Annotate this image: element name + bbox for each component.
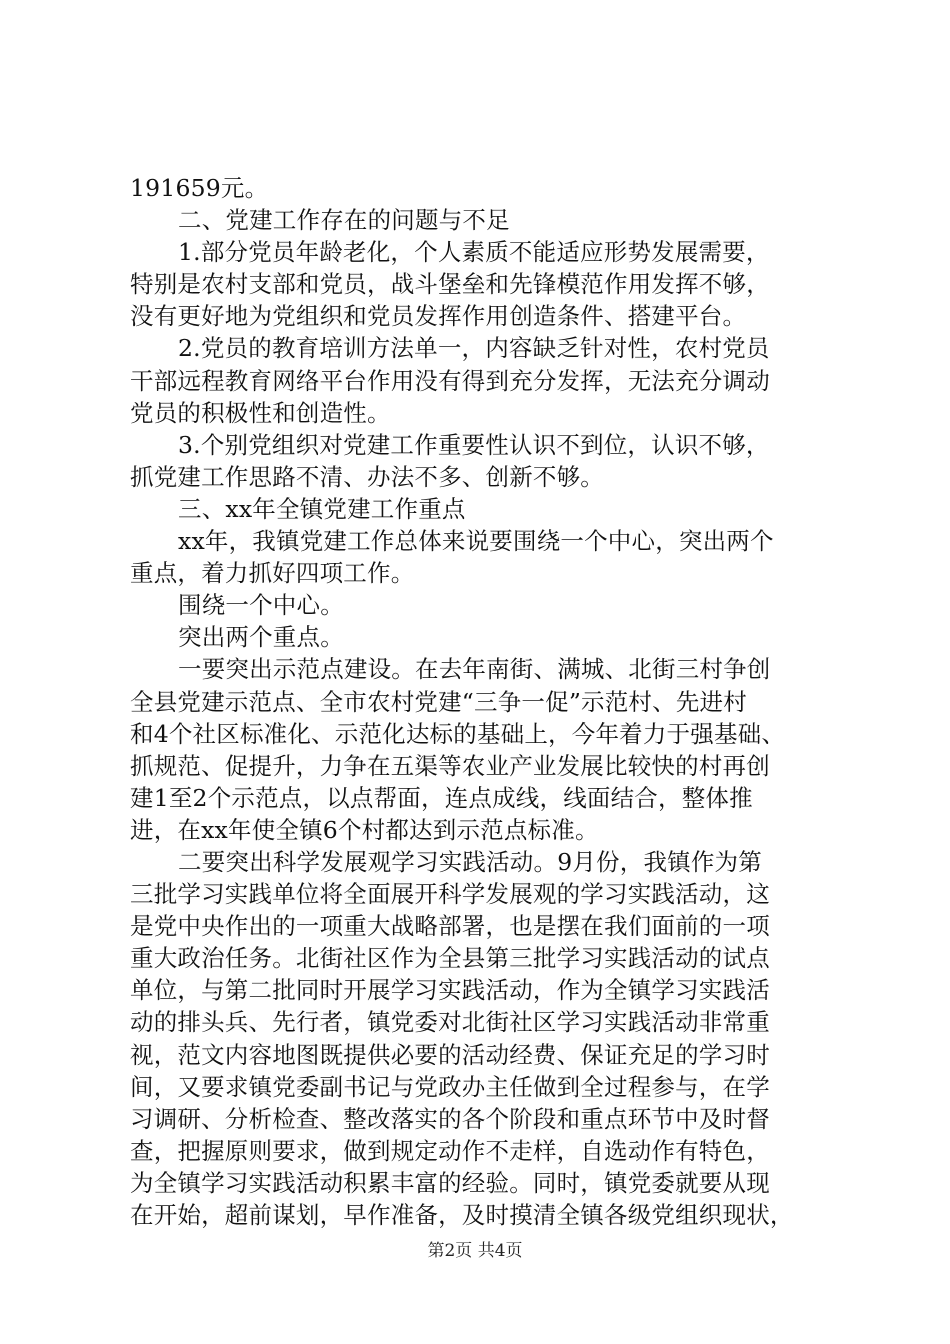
text-line: 动的排头兵、先行者，镇党委对北街社区学习实践活动非常重 xyxy=(130,1008,770,1037)
text-line: 为全镇学习实践活动积累丰富的经验。同时，镇党委就要从现 xyxy=(130,1168,770,1197)
text-line: 和4个社区标准化、示范化达标的基础上，今年着力于强基础、 xyxy=(130,719,786,748)
text-line: 一要突出示范点建设。在去年南街、满城、北街三村争创 xyxy=(178,655,771,684)
text-line: 二、党建工作存在的问题与不足 xyxy=(178,206,510,235)
text-line: 建1至2个示范点，以点帮面，连点成线，线面结合，整体推 xyxy=(130,783,753,812)
text-line: 单位，与第二批同时开展学习实践活动，作为全镇学习实践活 xyxy=(130,976,770,1005)
text-line: 进，在xx年使全镇6个村都达到示范点标准。 xyxy=(130,815,599,844)
text-line: 围绕一个中心。 xyxy=(178,591,344,620)
text-line: 2.党员的教育培训方法单一，内容缺乏针对性，农村党员 xyxy=(178,334,770,363)
text-line: 查，把握原则要求，做到规定动作不走样，自选动作有特色， xyxy=(130,1136,770,1165)
text-line: 在开始，超前谋划，早作准备，及时摸清全镇各级党组织现状， xyxy=(130,1201,794,1229)
text-line: 间，又要求镇党委副书记与党政办主任做到全过程参与，在学 xyxy=(130,1072,770,1101)
text-line: 1.部分党员年龄老化，个人素质不能适应形势发展需要， xyxy=(178,238,770,267)
text-line: 抓规范、促提升，力争在五渠等农业产业发展比较快的村再创 xyxy=(130,751,770,780)
text-line: 3.个别党组织对党建工作重要性认识不到位，认识不够， xyxy=(178,430,770,459)
text-line: 没有更好地为党组织和党员发挥作用创造条件、搭建平台。 xyxy=(130,302,747,331)
text-line: 重大政治任务。北街社区作为全县第三批学习实践活动的试点 xyxy=(130,944,770,973)
text-line: 三批学习实践单位将全面展开科学发展观的学习实践活动，这 xyxy=(130,880,770,909)
text-line: 是党中央作出的一项重大战略部署，也是摆在我们面前的一项 xyxy=(130,912,770,941)
text-line: 三、xx年全镇党建工作重点 xyxy=(178,494,466,523)
text-line: 抓党建工作思路不清、办法不多、创新不够。 xyxy=(130,462,604,491)
text-line: xx年，我镇党建工作总体来说要围绕一个中心，突出两个 xyxy=(178,527,774,556)
text-line: 视，范文内容地图既提供必要的活动经费、保证充足的学习时 xyxy=(130,1040,770,1069)
text-line: 习调研、分析检查、整改落实的各个阶段和重点环节中及时督 xyxy=(130,1104,770,1133)
text-line: 干部远程教育网络平台作用没有得到充分发挥，无法充分调动 xyxy=(130,366,770,395)
text-line: 特别是农村支部和党员，战斗堡垒和先锋模范作用发挥不够， xyxy=(130,270,770,299)
text-line: 党员的积极性和创造性。 xyxy=(130,398,391,427)
page-footer: 第2页 共4页 xyxy=(427,1241,523,1261)
text-line: 重点，着力抓好四项工作。 xyxy=(130,559,415,588)
text-line: 全县党建示范点、全市农村党建“三争一促”示范村、先进村 xyxy=(130,687,747,716)
text-line: 191659元。 xyxy=(130,174,269,202)
text-line: 二要突出科学发展观学习实践活动。9月份，我镇作为第 xyxy=(178,847,762,876)
text-line: 突出两个重点。 xyxy=(178,623,344,652)
document-body xyxy=(130,172,830,1231)
